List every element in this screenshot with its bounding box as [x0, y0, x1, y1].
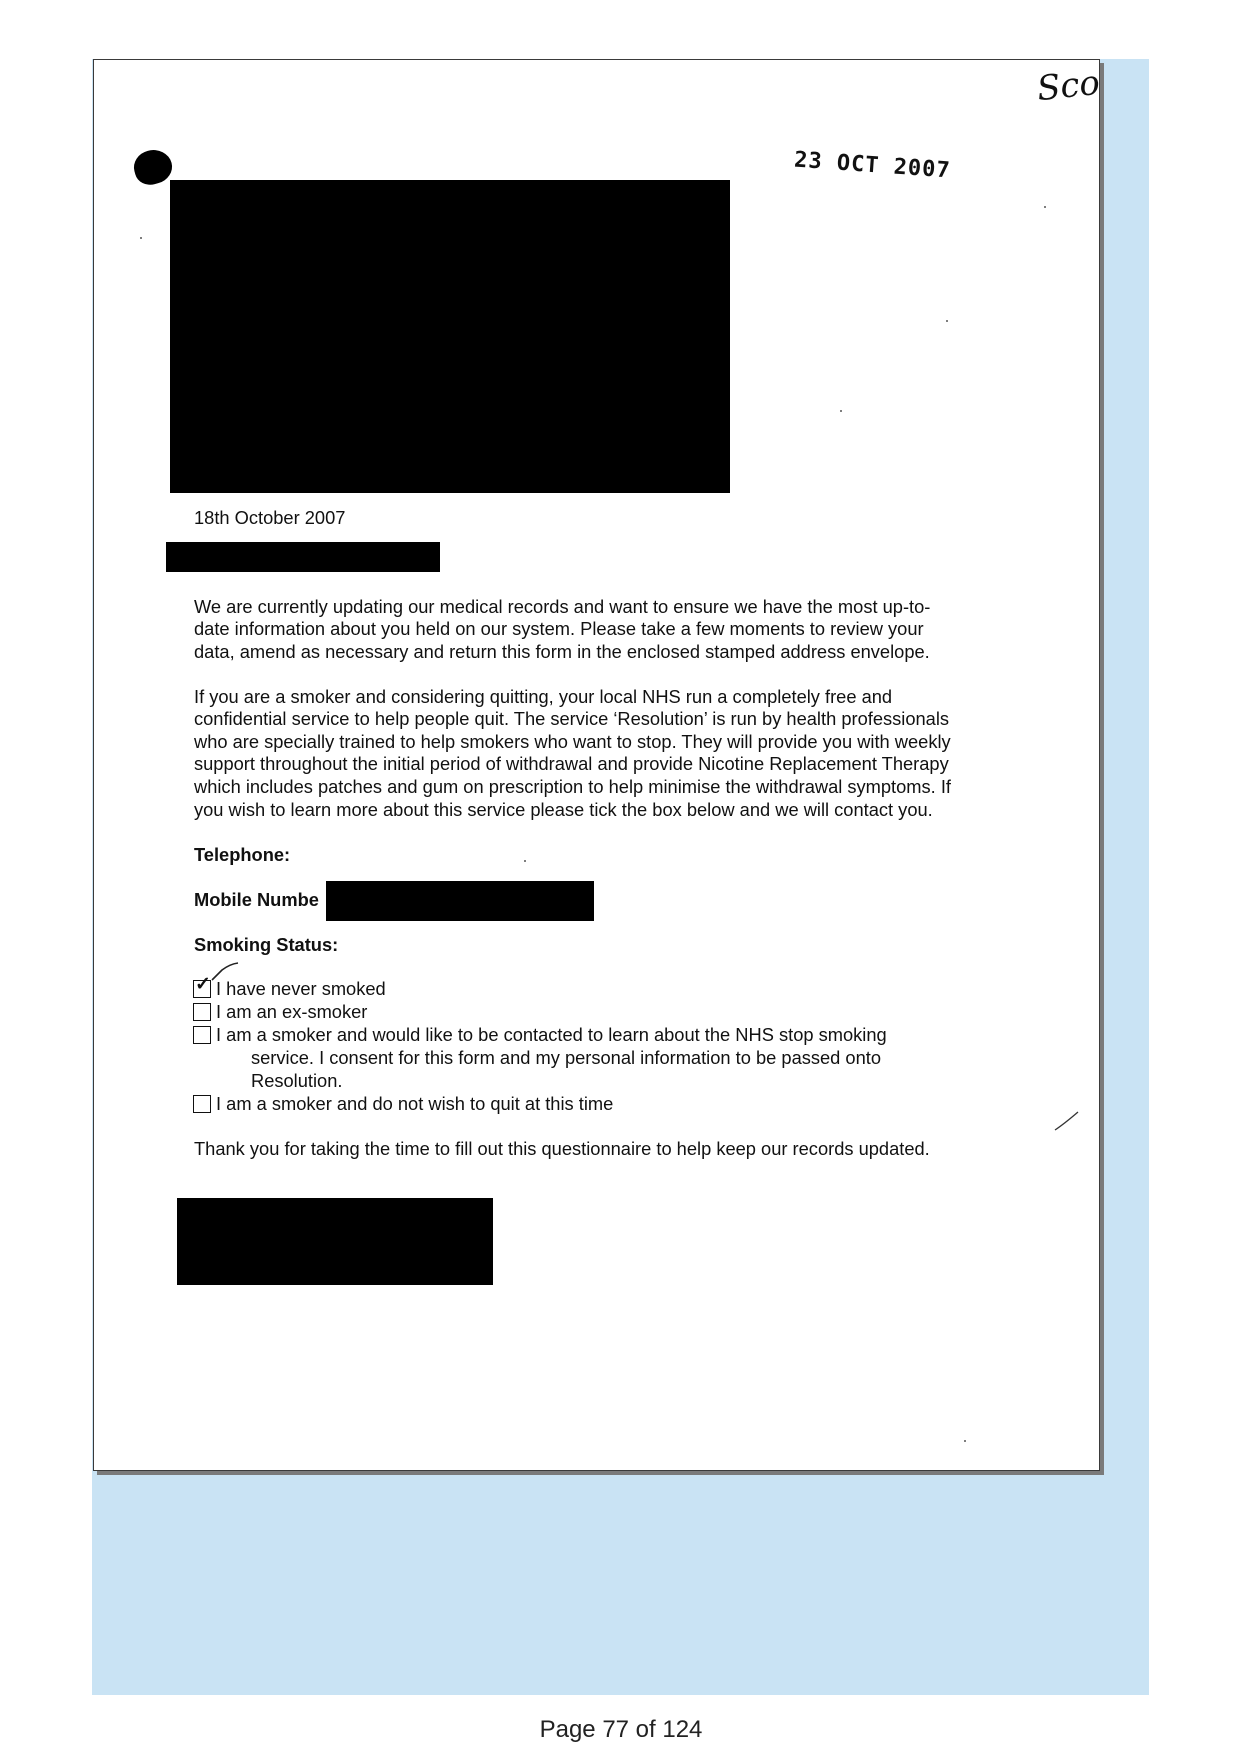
option-ex-smoker[interactable]: [193, 1001, 367, 1024]
checkbox-checked-icon[interactable]: ✓: [193, 980, 211, 998]
redacted-signature: [177, 1198, 493, 1285]
option-label: I am a smoker and would like to be contacted to learn about the NHS stop smoking: [216, 1024, 887, 1045]
scan-speck: [840, 410, 842, 412]
checkbox-icon[interactable]: [193, 1095, 211, 1113]
scan-speck: [524, 860, 526, 862]
margin-pen-mark-icon: [1054, 1110, 1080, 1132]
option-label: I am an ex-smoker: [216, 1001, 368, 1022]
option-label: I am a smoker and do not wish to quit at this time: [216, 1093, 614, 1114]
received-date-stamp: 23 OCT 2007: [793, 147, 952, 184]
option-never-smoked[interactable]: [193, 974, 386, 1001]
redacted-address-block: [170, 180, 730, 493]
scan-speck: [140, 237, 142, 239]
option-smoker-contact[interactable]: [193, 1024, 887, 1047]
option-smoker-no-quit[interactable]: [193, 1093, 613, 1116]
letter-date: 18th October 2007: [194, 507, 346, 528]
page-indicator: Page 77 of 124: [539, 1716, 703, 1743]
option-continuation: service. I consent for this form and my personal information to be passed onto: [251, 1047, 882, 1068]
mobile-number-label: Mobile Numbe: [194, 889, 319, 910]
checkbox-icon[interactable]: [193, 1026, 211, 1044]
closing-line: Thank you for taking the time to fill out this questionnaire to help keep our records updated.: [194, 1138, 930, 1159]
option-label: I have never smoked: [216, 978, 386, 999]
smoking-status-label: Smoking Status:: [194, 934, 339, 955]
scan-speck: [946, 320, 948, 322]
scan-speck: [964, 1440, 966, 1442]
ink-blot: [130, 146, 176, 189]
option-continuation: Resolution.: [251, 1070, 343, 1091]
redacted-mobile-number: [326, 881, 594, 921]
scan-speck: [1044, 206, 1046, 208]
scanned-page: Sco 23 OCT 2007 18th October 2007 We are currently updating our medical records and want to ensure we have the most up-to- date information about you held on our system. Please take a few moments to review your data, amend as necessary and return this form in the enclosed stamped address envelope. If you are a smoker and considering quitting, your local NHS run a completely free and confidential service to help people quit. The service ‘Resolution’ is run by health professionals who are specially trained to help smokers who want to stop. They will provide you with weekly support throughout the initial period of withdrawal and provide Nicotine Replacement Therapy which includes patches and gum on prescription to help minimise the withdrawal symptoms. If you wish to learn more about this service please tick the box below and we will contact you. Telephone: Mobile Numbe Smoking Status: ✓ I have never smoked I am an ex-smoker I am a smoker and would like to be contacted to learn about the NHS stop smoking service. I consent for this form and my personal information to be passed onto Resolution. I am a smoker and do not wish to quit at this time Thank you for taking the time to fill out this questionnaire to help keep our records updated.: [93, 59, 1100, 1471]
redacted-salutation: [166, 542, 440, 572]
telephone-label: Telephone:: [194, 844, 291, 865]
checkbox-icon[interactable]: [193, 1003, 211, 1021]
handwritten-note: Sco: [1035, 62, 1102, 110]
